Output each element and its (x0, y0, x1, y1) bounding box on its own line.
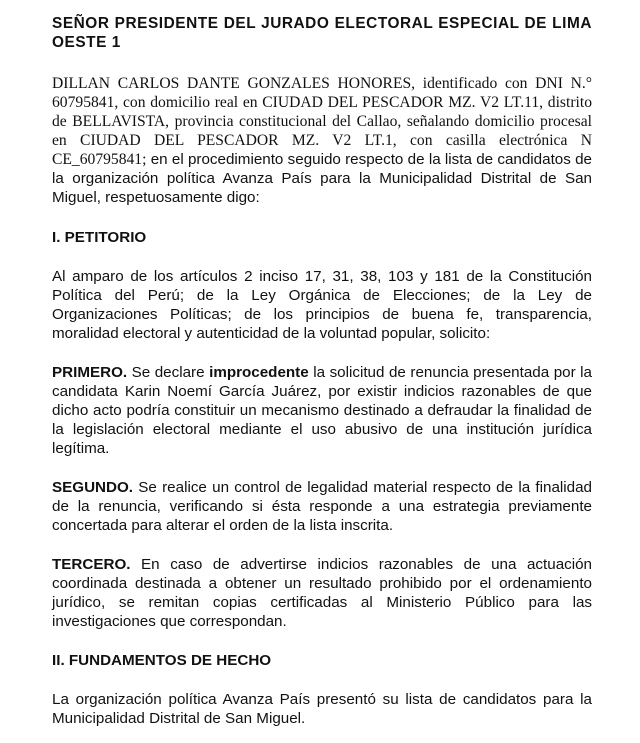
petitorio-intro-paragraph: Al amparo de los artículos 2 inciso 17, 31, 38, 103 y 181 de la Constitución Política del Perú; de la Ley Orgánica de Elecciones; de la Ley de Organizaciones Políticas; de los principios de buena fe, transparencia, moralidad electoral y autenticidad de la voluntad popular, solicito: (52, 268, 592, 342)
hechos-paragraph-1: La organización política Avanza País presentó su lista de candidatos para la Municipalidad Distrital de San Miguel. (52, 691, 592, 727)
tercero-text: En caso de advertirse indicios razonables de una actuación coordinada destinada a obtener un resultado prohibido por el ordenamiento jurídico, se remitan copias certificadas al Ministerio Público para las investigaciones que correspondan. (52, 556, 592, 630)
primero-emphasis: improcedente (209, 364, 309, 381)
section-title-petitorio: I. PETITORIO (52, 229, 147, 246)
petitioner-identification: DILLAN CARLOS DANTE GONZALES HONORES, identificado con DNI N.° 60795841, con domicilio real en CIUDAD DEL PESCADOR MZ. V2 LT.11, distrito de BELLAVISTA, provincia constitucional del Callao, señalando domicilio procesal en CIUDAD DEL PESCADOR MZ. V2 LT.1, con casilla electrónica N CE_60795841; (52, 75, 592, 168)
tercero-label: TERCERO. (52, 556, 131, 573)
intro-continuation: en el procedimiento seguido respecto de la lista de candidatos de la organización política Avanza País para la Municipalidad Distrital de San Miguel, respetuosamente digo: (52, 151, 592, 206)
tercero-paragraph (52, 555, 592, 631)
introduction-paragraph (52, 74, 592, 207)
document-page (52, 14, 592, 728)
segundo-paragraph (52, 478, 592, 535)
section-title-fundamentos: II. FUNDAMENTOS DE HECHO (52, 652, 272, 669)
primero-text-before: Se declare (127, 364, 210, 381)
addressee-heading: SEÑOR PRESIDENTE DEL JURADO ELECTORAL ESPECIAL DE LIMA OESTE 1 (52, 15, 592, 51)
primero-paragraph (52, 363, 592, 458)
primero-label: PRIMERO. (52, 364, 128, 381)
primero-text-after: la solicitud de renuncia presentada por la candidata Karin Noemí García Juárez, por existir indicios razonables de que dicho acto podría constituir un mecanismo destinado a defraudar la finalidad de la legislación electoral mediante el uso abusivo de una institución jurídica legítima. (52, 364, 592, 457)
segundo-text: Se realice un control de legalidad material respecto de la finalidad de la renuncia, verificando si ésta responde a una estrategia previamente concertada para alterar el orden de la lista inscrita. (52, 479, 592, 534)
segundo-label: SEGUNDO. (52, 479, 134, 496)
